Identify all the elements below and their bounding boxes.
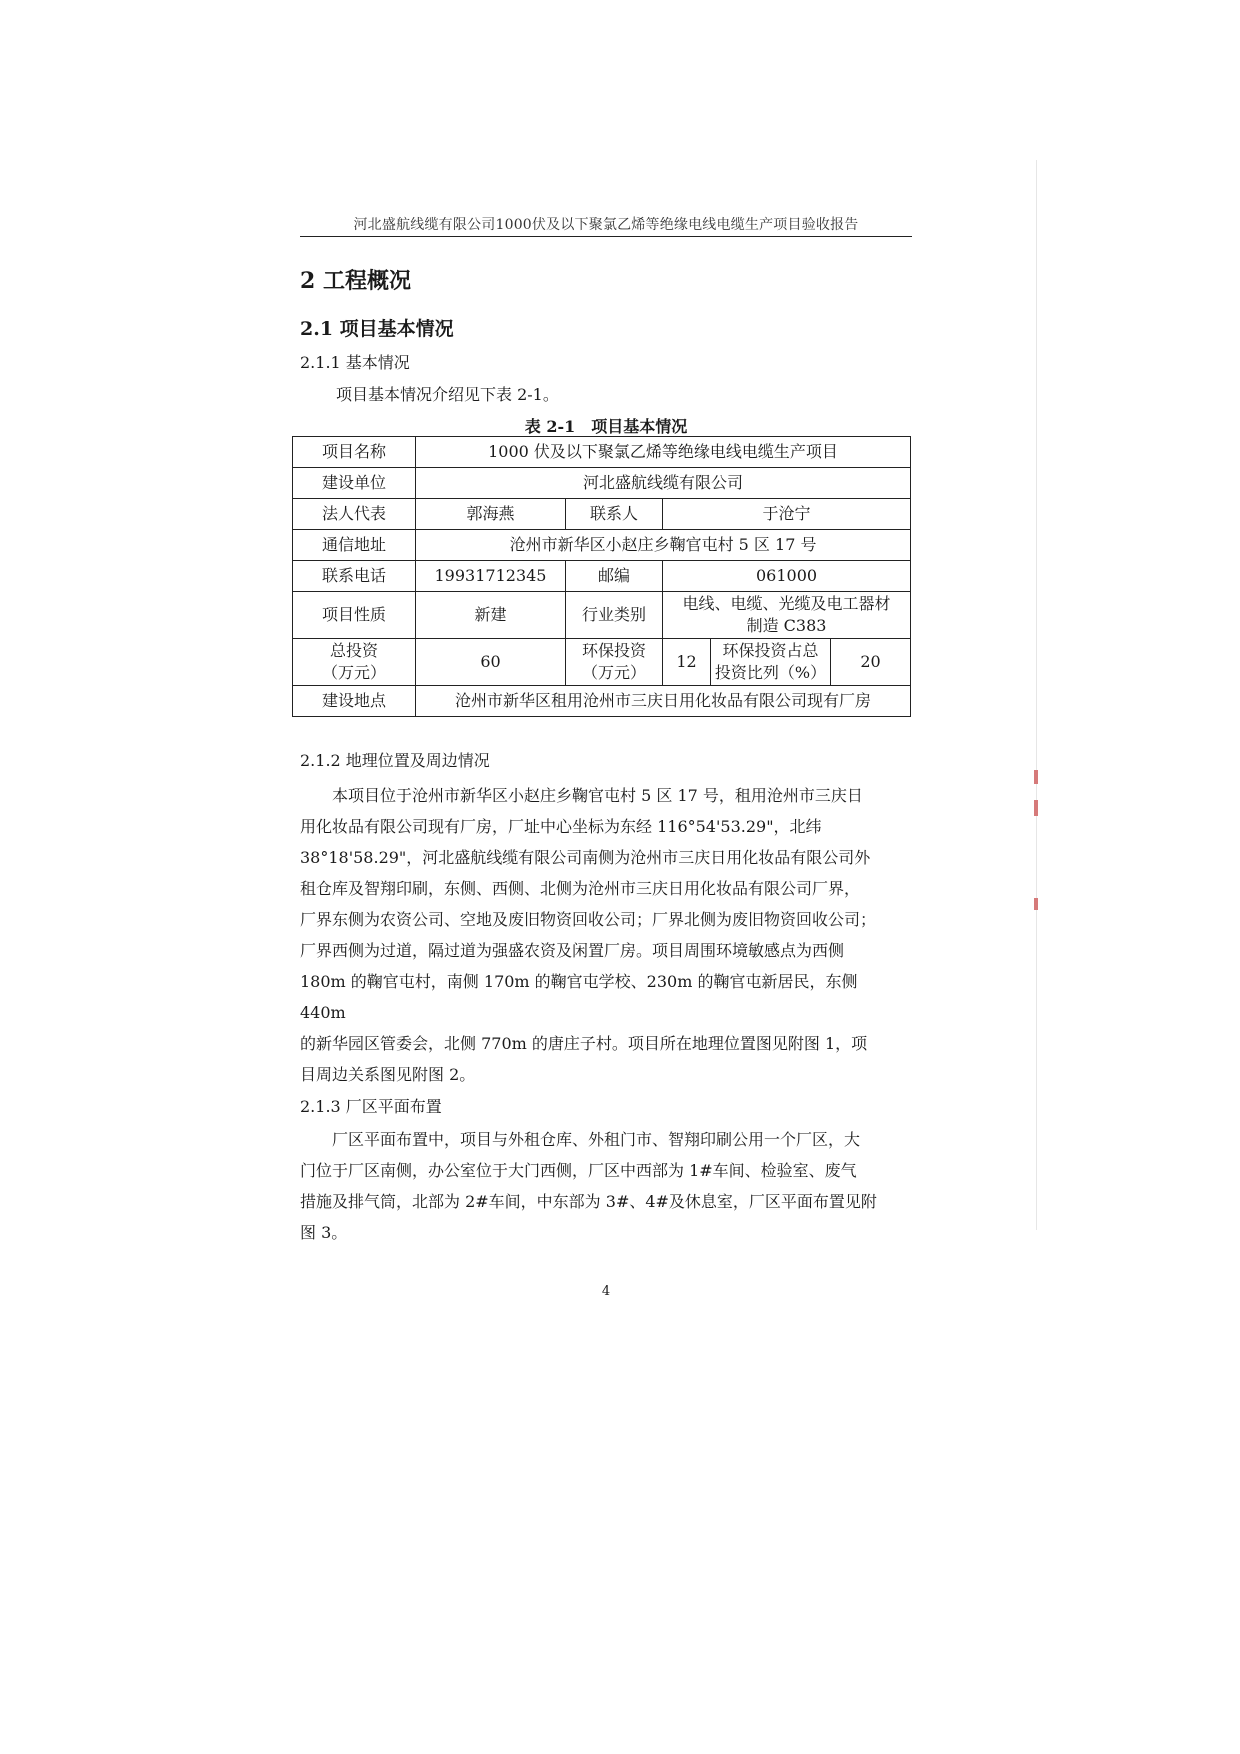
table-value-cell: 沧州市新华区租用沧州市三庆日用化妆品有限公司现有厂房	[416, 686, 911, 717]
table-value-cell	[663, 592, 911, 639]
table-row	[293, 499, 911, 530]
paragraph-line: 厂界西侧为过道，隔过道为强盛农资及闲置厂房。项目周围环境敏感点为西侧	[300, 941, 845, 960]
table-row	[293, 561, 911, 592]
scan-edge-line	[1036, 160, 1037, 1230]
table-row	[293, 686, 911, 717]
paragraph-line: 38°18'58.29"，河北盛航线缆有限公司南侧为沧州市三庆日用化妆品有限公司外	[300, 848, 871, 867]
intro-text: 项目基本情况介绍见下表 2-1。	[336, 385, 559, 404]
subsection-heading-location: 2.1.2 地理位置及周边情况	[300, 751, 490, 770]
table-label-cell	[566, 639, 663, 686]
table-label-cell: 联系人	[566, 499, 663, 530]
scan-artifact-mark	[1034, 770, 1038, 784]
table-value-cell: 郭海燕	[416, 499, 566, 530]
table-row	[293, 468, 911, 499]
table-label-cell: 建设单位	[293, 468, 416, 499]
location-paragraph	[300, 780, 906, 1090]
table-value-cell: 于沧宁	[663, 499, 911, 530]
paragraph-line: 厂界东侧为农资公司、空地及废旧物资回收公司；厂界北侧为废旧物资回收公司；	[300, 910, 877, 929]
table-value-cell: 19931712345	[416, 561, 566, 592]
table-value-cell: 061000	[663, 561, 911, 592]
table-label-cell: 通信地址	[293, 530, 416, 561]
header-rule	[300, 236, 912, 237]
scan-artifact-mark	[1034, 898, 1038, 910]
scan-artifact-mark	[1034, 800, 1038, 816]
table-value-cell: 60	[416, 639, 566, 686]
table-label-cell: 法人代表	[293, 499, 416, 530]
table-label-cell: 项目名称	[293, 437, 416, 468]
industry-line-2: 制造 C383	[746, 616, 827, 635]
table-label-cell: 项目性质	[293, 592, 416, 639]
paragraph-line: 门位于厂区南侧，办公室位于大门西侧，厂区中西部为 1#车间、检验室、废气	[300, 1161, 857, 1180]
table-label-cell: 联系电话	[293, 561, 416, 592]
paragraph-line: 厂区平面布置中，项目与外租仓库、外租门市、智翔印刷公用一个厂区，大	[300, 1130, 861, 1149]
env-invest-label-line-1: 环保投资	[581, 641, 646, 660]
page-number: 4	[601, 1284, 611, 1299]
table-row	[293, 592, 911, 639]
table-value-cell: 沧州市新华区小赵庄乡鞠官屯村 5 区 17 号	[416, 530, 911, 561]
invest-label-line-2: （万元）	[321, 663, 386, 682]
paragraph-line: 180m 的鞠官屯村，南侧 170m 的鞠官屯学校、230m 的鞠官屯新居民，东侧 440m	[300, 972, 858, 1022]
paragraph-line: 图 3。	[300, 1223, 348, 1242]
table-row	[293, 437, 911, 468]
table-value-cell: 20	[831, 639, 911, 686]
chapter-heading: 2 工程概况	[300, 268, 411, 294]
invest-label-line-1: 总投资	[329, 641, 378, 660]
project-info-table	[292, 436, 911, 717]
paragraph-line: 的新华园区管委会，北侧 770m 的唐庄子村。项目所在地理位置图见附图 1，项	[300, 1034, 868, 1053]
table-row	[293, 639, 911, 686]
paragraph-line: 租仓库及智翔印刷，东侧、西侧、北侧为沧州市三庆日用化妆品有限公司厂界，	[300, 879, 861, 898]
table-value-cell: 河北盛航线缆有限公司	[416, 468, 911, 499]
table-label-cell	[293, 639, 416, 686]
subsection-heading-basic: 2.1.1 基本情况	[300, 353, 410, 372]
paragraph-line: 目周边关系图见附图 2。	[300, 1065, 476, 1084]
table-value-cell: 新建	[416, 592, 566, 639]
running-header: 河北盛航线缆有限公司1000伏及以下聚氯乙烯等绝缘电线电缆生产项目验收报告	[353, 217, 859, 233]
table-value-cell: 1000 伏及以下聚氯乙烯等绝缘电线电缆生产项目	[416, 437, 911, 468]
paragraph-line: 用化妆品有限公司现有厂房，厂址中心坐标为东经 116°54'53.29"，北纬	[300, 817, 822, 836]
table-value-cell: 12	[663, 639, 711, 686]
subsection-heading-layout: 2.1.3 厂区平面布置	[300, 1097, 442, 1116]
layout-paragraph	[300, 1124, 906, 1248]
env-invest-label-line-2: （万元）	[581, 663, 646, 682]
ratio-label-line-2: 投资比列（%）	[714, 663, 827, 682]
paragraph-line: 本项目位于沧州市新华区小赵庄乡鞠官屯村 5 区 17 号，租用沧州市三庆日	[300, 786, 863, 805]
table-caption: 表 2-1 项目基本情况	[524, 417, 688, 436]
table-label-cell	[711, 639, 831, 686]
table-label-cell: 行业类别	[566, 592, 663, 639]
table-row	[293, 530, 911, 561]
paragraph-line: 措施及排气筒，北部为 2#车间，中东部为 3#、4#及休息室，厂区平面布置见附	[300, 1192, 877, 1211]
section-heading: 2.1 项目基本情况	[300, 318, 454, 340]
table-label-cell: 邮编	[566, 561, 663, 592]
ratio-label-line-1: 环保投资占总	[722, 641, 819, 660]
table-label-cell: 建设地点	[293, 686, 416, 717]
industry-line-1: 电线、电缆、光缆及电工器材	[682, 594, 891, 613]
